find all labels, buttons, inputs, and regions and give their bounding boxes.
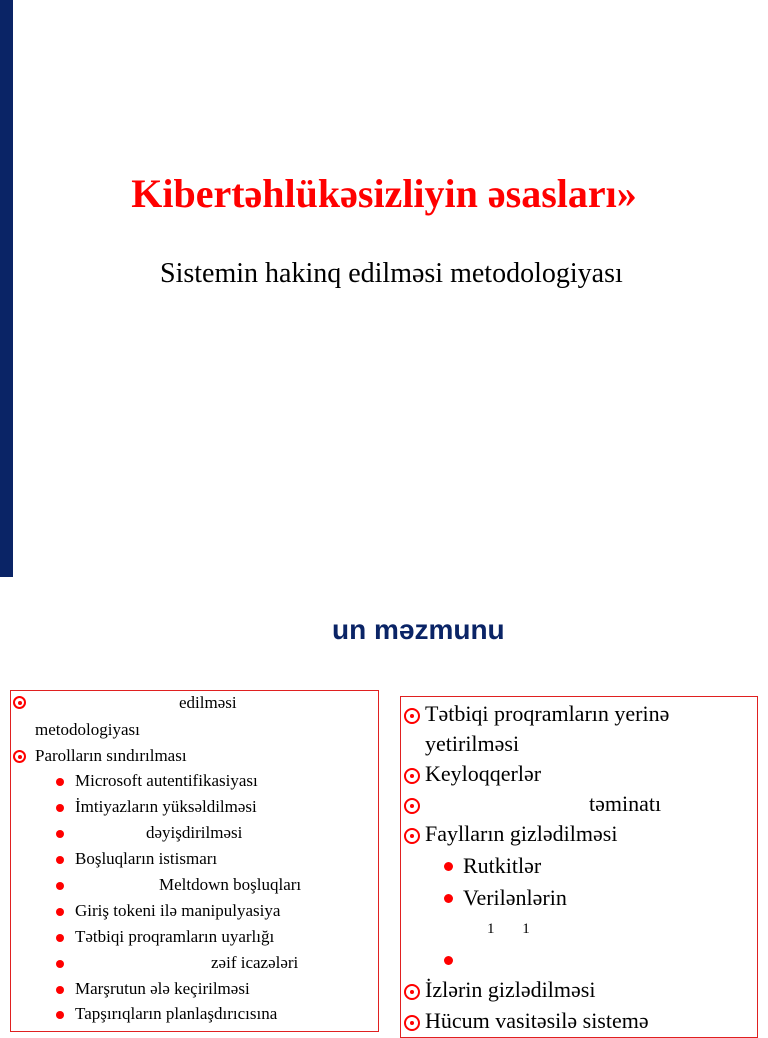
circle-bullet-icon [404,768,420,784]
list-item: Hücum vasitəsilə sistemə [425,1008,649,1033]
list-item: zəif icazələri [211,953,299,972]
dot-bullet-icon [444,956,453,965]
list-item: Keyloqqerlər [425,761,542,786]
contents-right-box [400,696,758,1038]
list-item: Marşrutun ələ keçirilməsi [75,979,250,998]
contents-left-box [10,690,379,1032]
list-item: yetirilməsi [425,731,520,756]
contents-heading: un məzmunu [332,614,505,645]
list-item: Verilənlərin [463,885,567,910]
list-item: Tapşırıqların planlaşdırıcısına [75,1004,278,1023]
list-item: Meltdown boşluqları [159,875,302,894]
list-item: Faylların gizlədilməsi [425,821,618,846]
dot-bullet-icon [56,882,64,890]
circle-bullet-icon [404,828,420,844]
dot-bullet-icon [56,830,64,838]
list-item: Parolların sındırılması [35,746,187,765]
slide-title: Kibertəhlükəsizliyin əsasları» [131,171,637,216]
dot-bullet-icon [56,908,64,916]
list-item: edilməsi [179,693,237,712]
dot-bullet-icon [56,1011,64,1019]
list-item: təminatı [589,791,662,816]
circle-bullet-icon [404,708,420,724]
list-item: 1 1 [487,921,530,937]
dot-bullet-icon [56,778,64,786]
circle-bullet-icon [404,1015,420,1031]
dot-bullet-icon [56,804,64,812]
list-item: Microsoft autentifikasiyası [75,771,258,790]
dot-bullet-icon [56,934,64,942]
list-item: Tətbiqi proqramların yerinə [425,701,670,726]
circle-bullet-icon [404,798,420,814]
list-item: Boşluqların istismarı [75,849,218,868]
list-item: metodologiyası [35,720,140,739]
circle-bullet-icon [13,750,26,763]
dot-bullet-icon [56,960,64,968]
circle-bullet-icon [404,984,420,1000]
dot-bullet-icon [444,862,453,871]
list-item: Giriş tokeni ilə manipulyasiya [75,901,281,920]
dot-bullet-icon [56,986,64,994]
list-item: Rutkitlər [463,853,542,878]
circle-bullet-icon [13,696,26,709]
list-item: İzlərin gizlədilməsi [425,977,596,1002]
slide-side-bar [0,0,13,577]
list-item: İmtiyazların yüksəldilməsi [75,797,257,816]
list-item: Tətbiqi proqramların uyarlığı [75,927,275,946]
dot-bullet-icon [56,856,64,864]
slide-subtitle: Sistemin hakinq edilməsi metodologiyası [160,258,623,289]
dot-bullet-icon [444,894,453,903]
list-item: dəyişdirilməsi [146,823,243,842]
